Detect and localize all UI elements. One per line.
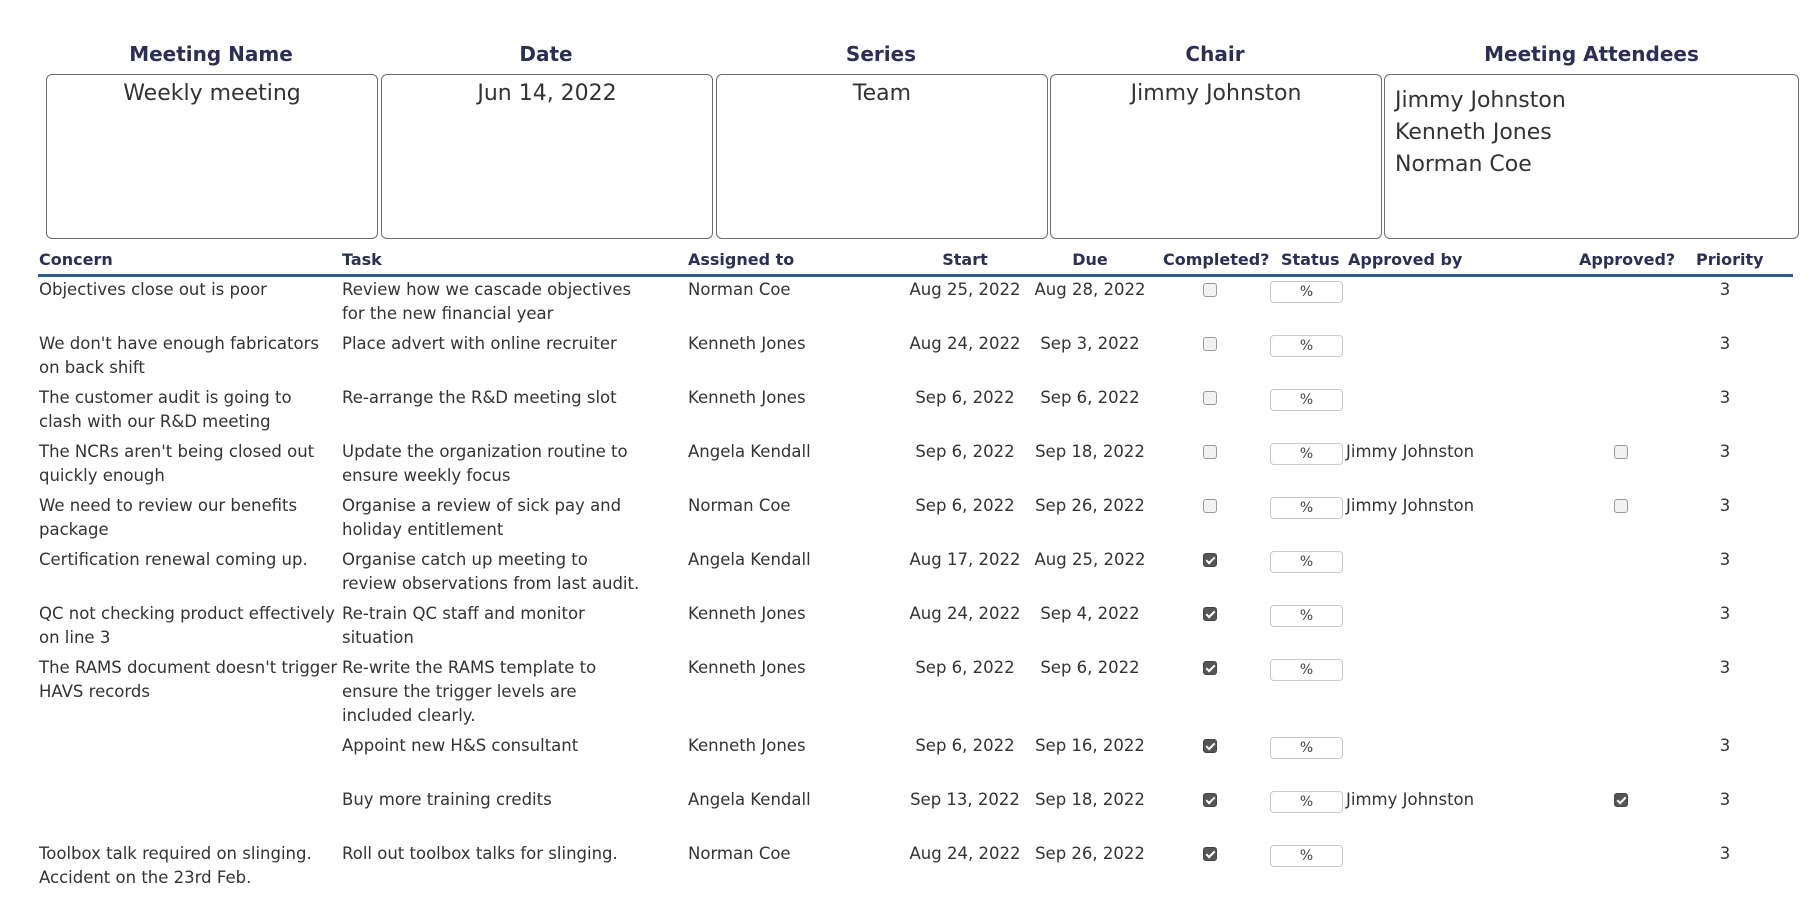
column-header-priority[interactable]: Priority: [1696, 250, 1764, 269]
attendee-name: Jimmy Johnston: [1395, 88, 1566, 113]
priority-cell: 3: [1719, 550, 1731, 569]
column-header-task[interactable]: Task: [342, 250, 382, 269]
attendees-field[interactable]: [1384, 74, 1799, 239]
start-date-cell: Aug 17, 2022: [909, 550, 1021, 569]
action-table: [0, 278, 1817, 896]
status-input[interactable]: %: [1270, 605, 1343, 627]
task-cell: Organise a review of sick pay and holiday entitlement: [342, 496, 622, 539]
approved-checkbox[interactable]: [1614, 445, 1628, 459]
status-input[interactable]: %: [1270, 335, 1343, 357]
priority-cell: 3: [1719, 658, 1731, 677]
header-divider: [38, 274, 1793, 277]
completed-checkbox[interactable]: [1203, 499, 1217, 513]
concern-cell: We need to review our benefits package: [39, 496, 298, 539]
attendee-name: Kenneth Jones: [1395, 120, 1552, 145]
date-field[interactable]: [381, 74, 713, 239]
column-header-approved[interactable]: Approved?: [1579, 250, 1676, 269]
completed-checkbox[interactable]: [1203, 607, 1217, 621]
table-row: [0, 602, 1817, 656]
priority-cell: 3: [1719, 736, 1731, 755]
due-date-cell: Sep 4, 2022: [1040, 604, 1140, 623]
task-cell: Place advert with online recruiter: [342, 334, 617, 353]
start-date-cell: Sep 6, 2022: [915, 736, 1015, 755]
column-header-concern[interactable]: Concern: [39, 250, 113, 269]
priority-cell: 3: [1719, 280, 1731, 299]
table-row: [0, 548, 1817, 602]
start-date-cell: Sep 6, 2022: [915, 388, 1015, 407]
due-date-cell: Sep 6, 2022: [1040, 388, 1140, 407]
task-cell: Organise catch up meeting to review observations from last audit.: [342, 550, 640, 593]
due-date-cell: Sep 18, 2022: [1035, 442, 1145, 461]
attendee-name: Norman Coe: [1395, 152, 1532, 177]
task-cell: Appoint new H&S consultant: [342, 736, 579, 755]
attendees-label: Meeting Attendees: [1484, 42, 1699, 66]
column-header-assigned-to[interactable]: Assigned to: [688, 250, 795, 269]
status-input[interactable]: %: [1270, 389, 1343, 411]
approved-checkbox[interactable]: [1614, 793, 1628, 807]
start-date-cell: Sep 6, 2022: [915, 442, 1015, 461]
status-input[interactable]: %: [1270, 791, 1343, 813]
completed-checkbox[interactable]: [1203, 739, 1217, 753]
concern-cell: The NCRs aren't being closed out quickly enough: [39, 442, 315, 485]
task-cell: Update the organization routine to ensure weekly focus: [342, 442, 628, 485]
priority-cell: 3: [1719, 388, 1731, 407]
concern-cell: QC not checking product effectively on line 3: [39, 604, 335, 647]
concern-cell: Objectives close out is poor: [39, 280, 267, 299]
assigned-cell: Angela Kendall: [688, 442, 811, 461]
completed-checkbox[interactable]: [1203, 847, 1217, 861]
table-row: [0, 656, 1817, 734]
priority-cell: 3: [1719, 442, 1731, 461]
task-cell: Buy more training credits: [342, 790, 552, 809]
assigned-cell: Kenneth Jones: [688, 658, 806, 677]
due-date-cell: Aug 28, 2022: [1034, 280, 1146, 299]
chair-value: Jimmy Johnston: [1130, 81, 1302, 106]
assigned-cell: Norman Coe: [688, 496, 791, 515]
table-row: [0, 440, 1817, 494]
series-label: Series: [845, 42, 917, 66]
assigned-cell: Angela Kendall: [688, 790, 811, 809]
start-date-cell: Aug 24, 2022: [909, 604, 1021, 623]
completed-checkbox[interactable]: [1203, 337, 1217, 351]
concern-cell: Certification renewal coming up.: [39, 550, 308, 569]
due-date-cell: Sep 26, 2022: [1035, 844, 1145, 863]
status-input[interactable]: %: [1270, 497, 1343, 519]
due-date-cell: Sep 3, 2022: [1040, 334, 1140, 353]
priority-cell: 3: [1719, 604, 1731, 623]
task-cell: Review how we cascade objectives for the new financial year: [342, 280, 632, 323]
task-cell: Re-write the RAMS template to ensure the trigger levels are included clearly.: [342, 658, 597, 725]
status-input[interactable]: %: [1270, 737, 1343, 759]
assigned-cell: Kenneth Jones: [688, 388, 806, 407]
approved-by-cell: Jimmy Johnston: [1346, 496, 1475, 515]
due-date-cell: Sep 6, 2022: [1040, 658, 1140, 677]
completed-checkbox[interactable]: [1203, 445, 1217, 459]
table-row: [0, 734, 1817, 788]
assigned-cell: Kenneth Jones: [688, 736, 806, 755]
start-date-cell: Sep 6, 2022: [915, 496, 1015, 515]
meeting-name-label: Meeting Name: [129, 42, 293, 66]
column-header-start[interactable]: Start: [942, 250, 988, 269]
status-input[interactable]: %: [1270, 551, 1343, 573]
table-row: [0, 332, 1817, 386]
priority-cell: 3: [1719, 790, 1731, 809]
due-date-cell: Aug 25, 2022: [1034, 550, 1146, 569]
approved-checkbox[interactable]: [1614, 499, 1628, 513]
meeting-name-field[interactable]: [46, 74, 378, 239]
approved-by-cell: Jimmy Johnston: [1346, 790, 1475, 809]
start-date-cell: Aug 25, 2022: [909, 280, 1021, 299]
date-label: Date: [519, 42, 573, 66]
start-date-cell: Aug 24, 2022: [909, 844, 1021, 863]
column-header-approved-by[interactable]: Approved by: [1348, 250, 1463, 269]
concern-cell: We don't have enough fabricators on back shift: [39, 334, 319, 377]
due-date-cell: Sep 16, 2022: [1035, 736, 1145, 755]
start-date-cell: Sep 13, 2022: [910, 790, 1020, 809]
assigned-cell: Angela Kendall: [688, 550, 811, 569]
table-row: [0, 494, 1817, 548]
table-row: [0, 278, 1817, 332]
concern-cell: The customer audit is going to clash with our R&D meeting: [39, 388, 292, 431]
completed-checkbox[interactable]: [1203, 553, 1217, 567]
assigned-cell: Norman Coe: [688, 280, 791, 299]
assigned-cell: Kenneth Jones: [688, 604, 806, 623]
due-date-cell: Sep 26, 2022: [1035, 496, 1145, 515]
task-cell: Re-arrange the R&D meeting slot: [342, 388, 617, 407]
status-input[interactable]: %: [1270, 659, 1343, 681]
series-value: Team: [852, 81, 912, 106]
meeting-name-value: Weekly meeting: [123, 81, 301, 106]
table-row: [0, 386, 1817, 440]
approved-by-cell: Jimmy Johnston: [1346, 442, 1475, 461]
start-date-cell: Sep 6, 2022: [915, 658, 1015, 677]
task-cell: Roll out toolbox talks for slinging.: [342, 844, 618, 863]
date-value: Jun 14, 2022: [477, 81, 617, 106]
series-field[interactable]: [716, 74, 1048, 239]
start-date-cell: Aug 24, 2022: [909, 334, 1021, 353]
column-header-due[interactable]: Due: [1072, 250, 1108, 269]
priority-cell: 3: [1719, 844, 1731, 863]
table-row: [0, 842, 1817, 896]
status-input[interactable]: %: [1270, 845, 1343, 867]
concern-cell: Toolbox talk required on slinging. Accident on the 23rd Feb.: [39, 844, 312, 887]
chair-field[interactable]: [1050, 74, 1382, 239]
due-date-cell: Sep 18, 2022: [1035, 790, 1145, 809]
status-input[interactable]: %: [1270, 443, 1343, 465]
completed-checkbox[interactable]: [1203, 283, 1217, 297]
column-header-completed[interactable]: Completed?: [1163, 250, 1270, 269]
concern-cell: The RAMS document doesn't trigger HAVS records: [39, 658, 338, 701]
completed-checkbox[interactable]: [1203, 661, 1217, 675]
assigned-cell: Norman Coe: [688, 844, 791, 863]
status-input[interactable]: %: [1270, 281, 1343, 303]
completed-checkbox[interactable]: [1203, 793, 1217, 807]
task-cell: Re-train QC staff and monitor situation: [342, 604, 585, 647]
column-header-status[interactable]: Status: [1281, 250, 1340, 269]
table-row: [0, 788, 1817, 842]
chair-label: Chair: [1185, 42, 1245, 66]
completed-checkbox[interactable]: [1203, 391, 1217, 405]
priority-cell: 3: [1719, 496, 1731, 515]
assigned-cell: Kenneth Jones: [688, 334, 806, 353]
priority-cell: 3: [1719, 334, 1731, 353]
